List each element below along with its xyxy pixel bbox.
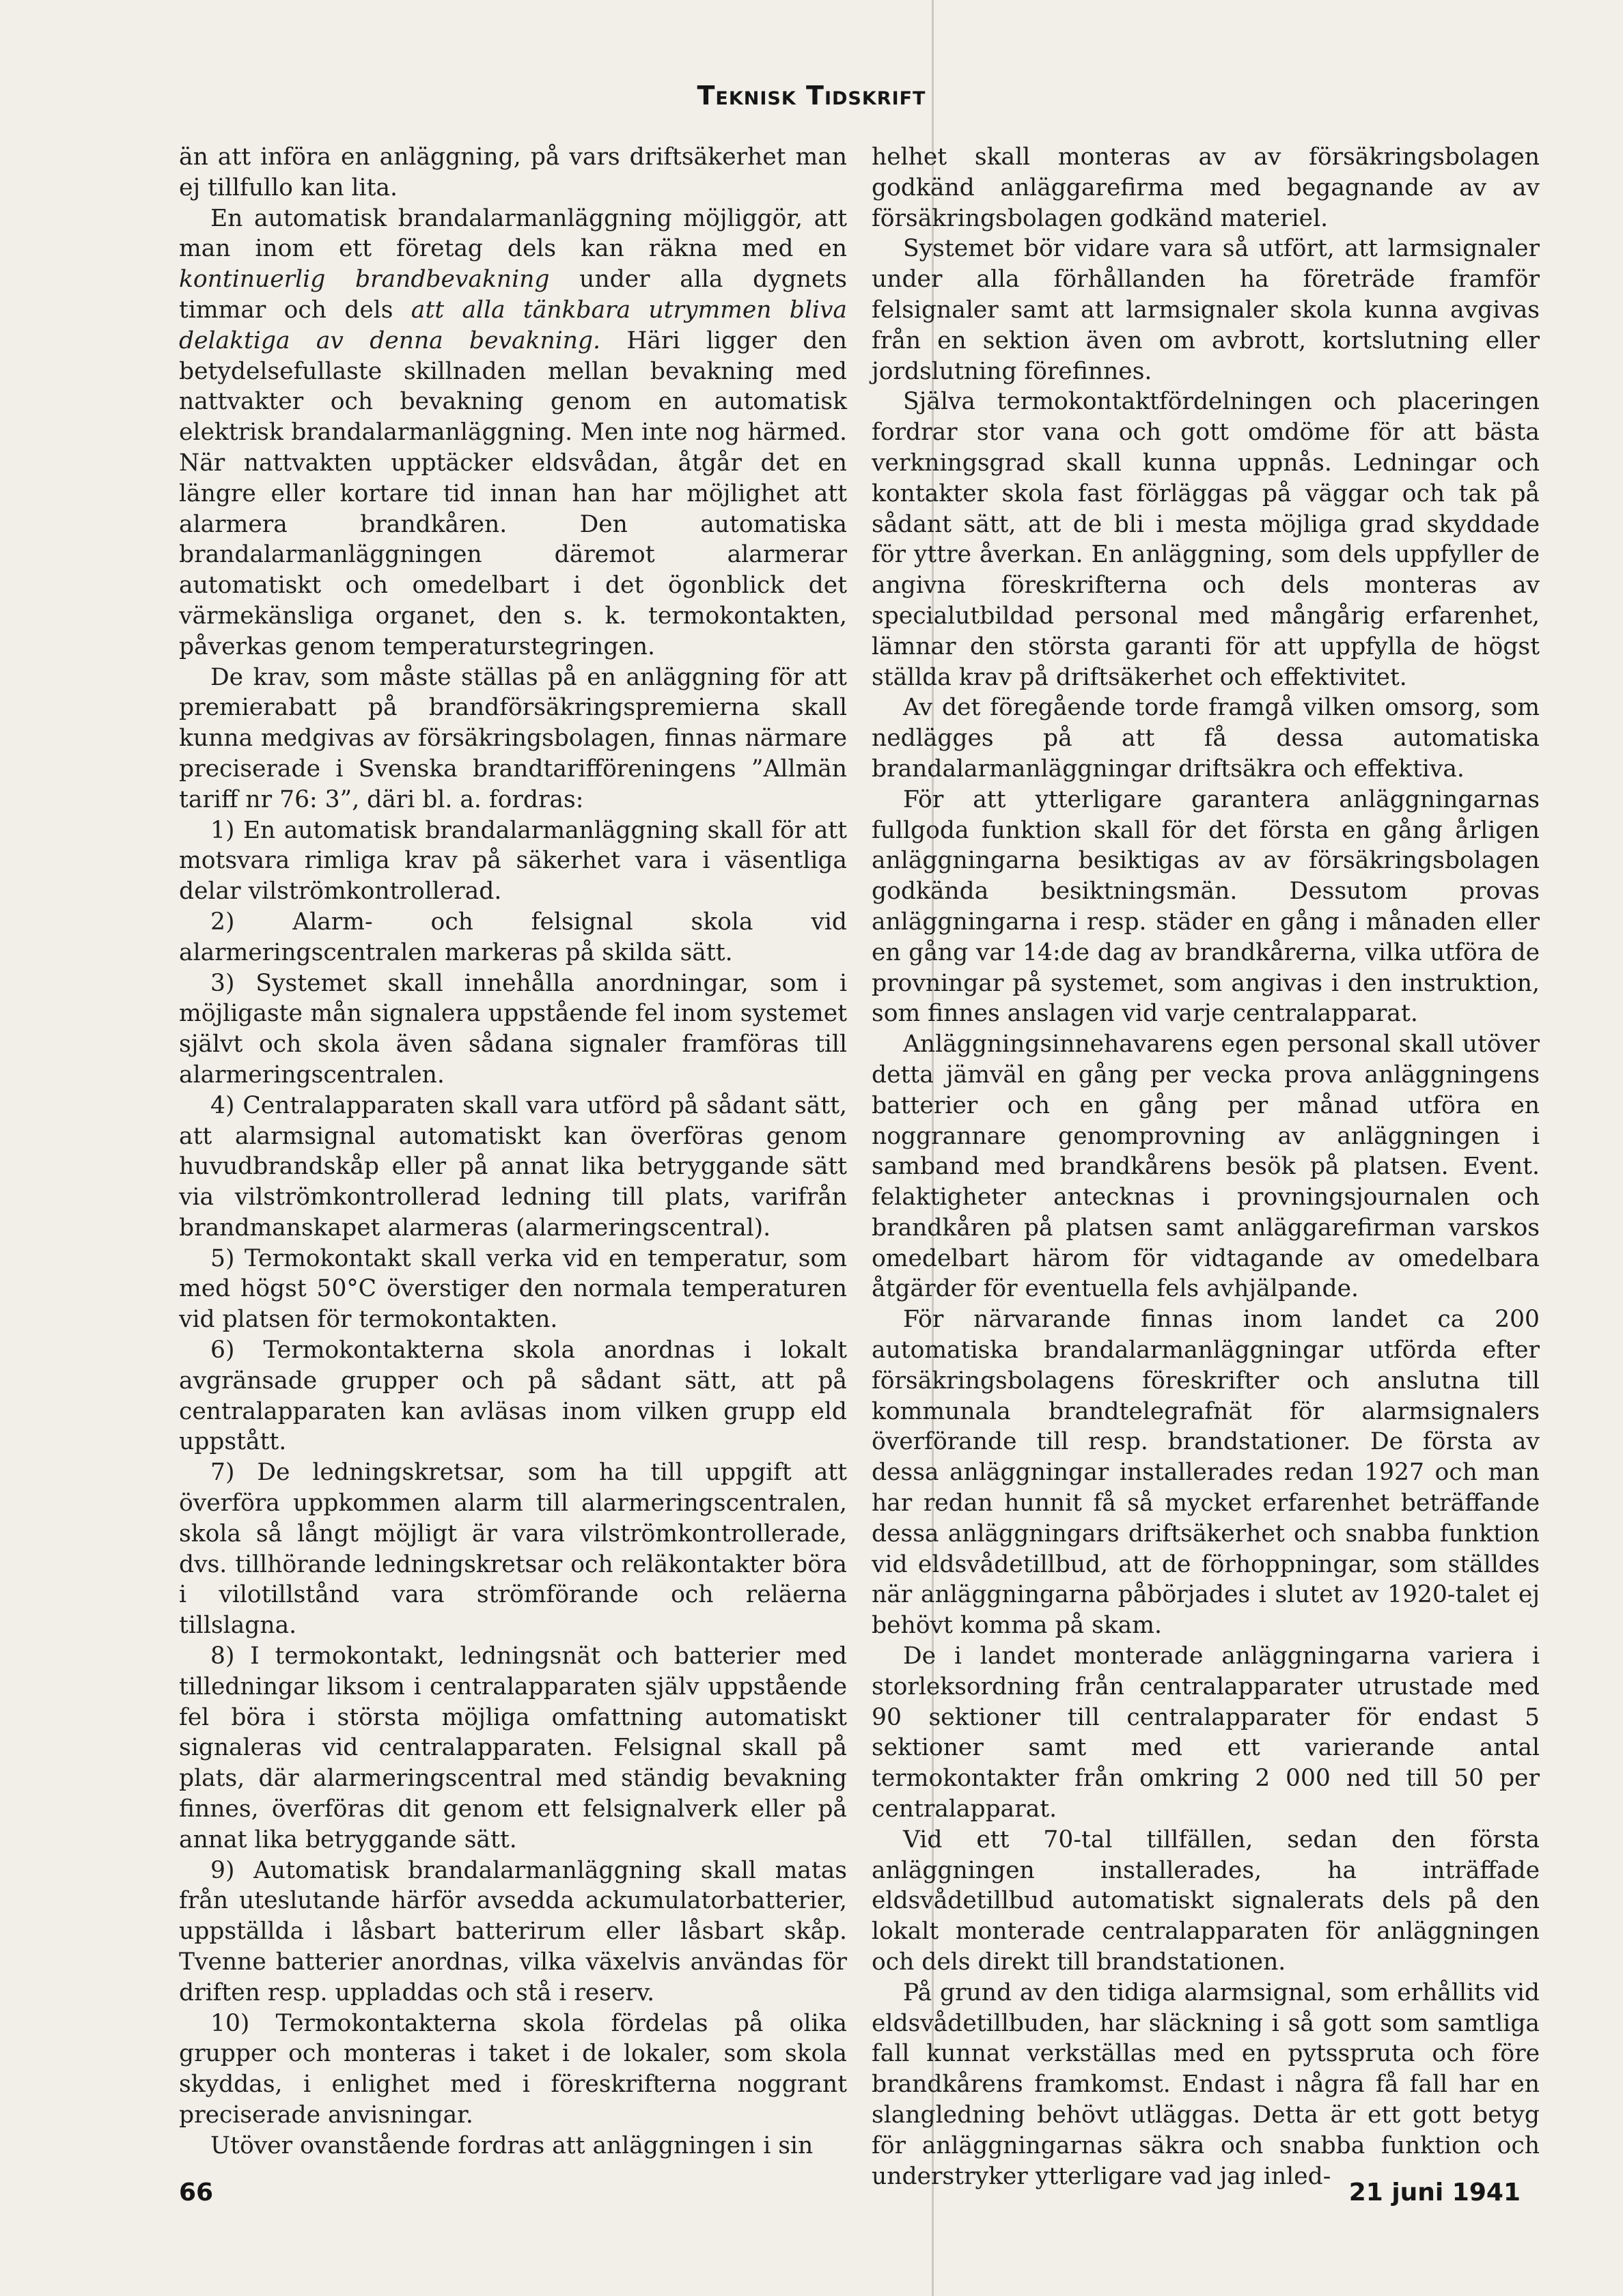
paragraph: helhet skall monteras av av försäkringsbolagen godkänd anläggarefirma med begagnande av av försäkringsbolagen godkänd materiel. [872,143,1540,232]
paragraph: än att införa en anläggning, på vars driftsäkerhet man ej tillfullo kan lita. [179,143,847,201]
paragraph: Utöver ovanstående fordras att anläggningen i sin [210,2131,814,2159]
text-run: Häri ligger den betydelsefullaste skillnaden mellan bevakning med nattvakter och bevakning genom en automatisk elektrisk brandalarmanläggning. Men inte nog härmed. När nattvakten upptäcker eldsvådan, åtgår det en längre eller kortare tid innan han har möjlighet att alarmera brandkåren. Den automatiska brandalarmanläggningen däremot alarmerar automatiskt och omedelbart i det ögonblick det värmekänsliga organet, den s. k. termokontakten, påverkas genom temperaturstegringen. [179,326,847,660]
paragraph: De i landet monterade anläggningarna variera i storleksordning från centralapparater utrustade med 90 sektioner till centralapparater för endast 5 sektioner samt med ett varierande antal termokontakter från omkring 2 000 ned till 50 per centralapparat. [872,1642,1540,1823]
requirement-item: 5) Termokontakt skall verka vid en temperatur, som med högst 50°C överstiger den normala temperaturen vid platsen för termokontakten. [179,1244,847,1334]
text-run: En automatisk brandalarmanläggning möjliggör, att man inom ett företag dels kan räkna med en [179,204,847,263]
page-number: 66 [179,2179,214,2207]
paragraph [179,204,847,662]
emphasis-text: kontinuerlig brandbevakning [179,266,550,294]
requirement-item: 1) En automatisk brandalarmanläggning skall för att motsvara rimliga krav på säkerhet vara i väsentliga delar vilströmkontrollerad. [179,816,847,906]
right-text-column [872,142,1540,2190]
paragraph: Anläggningsinnehavarens egen personal skall utöver detta jämväl en gång per vecka prova anläggningens batterier och en gång per månad utföra en noggrannare genomprovning av anläggningen i samband med brandkårens besök på platsen. Event. felaktigheter antecknas i provningsjournalen och brandkåren på platsen samt anläggarefirman varskos omedelbart härom för vidtagande av omedelbara åtgärder för eventuella fels avhjälpande. [872,1031,1540,1303]
paragraph: Systemet bör vidare vara så utfört, att larmsignaler under alla förhållanden ha företräde framför felsignaler samt att larmsignaler skola kunna avgivas från en sektion även om avbrott, kortslutning eller jordslutning förefinnes. [872,235,1540,385]
paragraph: För närvarande finnas inom landet ca 200 automatiska brandalarmanläggningar utförda efter försäkringsbolagens föreskrifter och anslutna till kommunala brandtelegrafnät för alarmsignalers överförande till resp. brandstationer. De första av dessa anläggningar installerades redan 1927 och man har redan hunnit få så mycket erfarenhet beträffande dessa anläggningars driftsäkerhet och snabba funktion vid eldsvådetillbud, att de förhoppningar, som ställdes när anläggningarna påbörjades i slutet av 1920-talet ej behövt komma på skam. [872,1306,1540,1640]
journal-title-text: Teknisk Tidskrift [697,81,926,111]
requirement-item: 9) Automatisk brandalarmanläggning skall matas från uteslutande härför avsedda ackumulatorbatterier, uppställda i låsbart batterirum eller låsbart skåp. Tvenne batterier anordnas, vilka växelvis användas för driften resp. uppladdas och stå i reserv. [179,1856,847,2006]
paragraph: De krav, som måste ställas på en anläggning för att premierabatt på brandförsäkringspremierna skall kunna medgivas av försäkringsbolagen, finnas närmare preciserade i Svenska brandtarifföreningens ”Allmän tariff nr 76: 3”, däri bl. a. fordras: [179,663,847,813]
requirement-item: 3) Systemet skall innehålla anordningar, som i möjligaste mån signalera uppstående fel inom systemet självt och skola även sådana signaler framföras till alarmeringscentralen. [179,969,847,1089]
requirement-item: 8) I termokontakt, ledningsnät och batterier med tilledningar liksom i centralapparaten själv uppstående fel böra i största möjliga omfattning automatiskt signaleras vid centralapparaten. Felsignal skall på plats, där alarmeringscentral med ständig bevakning finnes, överföras dit genom ett felsignalverk eller på annat lika betryggande sätt. [179,1642,847,1853]
paragraph: Själva termokontaktfördelningen och placeringen fordrar stor vana och gott omdöme för att bästa verkningsgrad skall kunna uppnås. Ledningar och kontakter skola fast förläggas på väggar och tak på sådant sätt, att de bli i mesta möjliga grad skyddade för yttre åverkan. En anläggning, som dels uppfyller de angivna föreskrifterna och dels monteras av specialutbildad personal med mångårig erfarenhet, lämnar den största garanti för att uppfylla de högst ställda krav på driftsäkerhet och effektivitet. [872,388,1540,691]
requirement-item: 6) Termokontakterna skola anordnas i lokalt avgränsade grupper och på sådant sätt, att på centralapparaten kan avläsas inom vilken grupp eld uppstått. [179,1336,847,1456]
issue-date: 21 juni 1941 [1348,2179,1521,2207]
requirement-item: 2) Alarm- och felsignal skola vid alarmeringscentralen markeras på skilda sätt. [179,908,847,966]
paragraph: På grund av den tidiga alarmsignal, som erhållits vid eldsvådetillbuden, har släckning i så gott som samtliga fall kunnat verkställas med en pytsspruta och före brandkårens framkomst. Endast i några få fall har en slangledning behövt utläggas. Detta är ett gott betyg för anläggningarnas säkra och snabba funktion och understryker ytterligare vad jag inled- [872,1978,1540,2190]
requirement-item: 7) De ledningskretsar, som ha till uppgift att överföra uppkommen alarm till alarmeringscentralen, skola så långt möjligt är vara vilströmkontrollerade, dvs. tillhörande ledningskretsar och reläkontakter böra i vilotillstånd vara strömförande och reläerna tillslagna. [179,1459,847,1640]
journal-title [0,81,1623,111]
paragraph: Av det föregående torde framgå vilken omsorg, som nedlägges på att få dessa automatiska brandalarmanläggningar driftsäkra och effektiva. [872,694,1540,783]
emphasis-text: att alla tänkbara utrymmen bliva delaktiga av denna bevakning. [179,296,848,354]
paragraph: För att ytterligare garantera anläggningarnas fullgoda funktion skall för det första en gång årligen anläggningarna besiktigas av av försäkringsbolagen godkända besiktningsmän. Dessutom provas anläggningarna i resp. städer en gång i månaden eller en gång var 14:de dag av brandkårerna, vilka utföra de provningar på systemet, som angivas i den instruktion, som finnes anslagen vid varje centralapparat. [872,785,1540,1028]
requirement-item: 10) Termokontakterna skola fördelas på olika grupper och monteras i taket i de lokaler, som skola skyddas, i enlighet med i föreskrifterna noggrant preciserade anvisningar. [179,2009,847,2129]
paragraph: Vid ett 70-tal tillfällen, sedan den första anläggningen installerades, ha inträffade eldsvådetillbud automatiskt signalerats dels på den lokalt monterade centralapparaten för anläggningen och dels direkt till brandstationen. [872,1825,1540,1976]
text-run: under alla dygnets timmar och dels [179,266,848,324]
requirement-item: 4) Centralapparaten skall vara utförd på sådant sätt, att alarmsignal automatiskt kan överföras genom huvudbrandskåp eller på annat lika betryggande sätt via vilströmkontrollerad ledning till plats, varifrån brandmanskapet alarmeras (alarmeringscentral). [179,1091,847,1242]
left-text-column [179,142,848,2159]
